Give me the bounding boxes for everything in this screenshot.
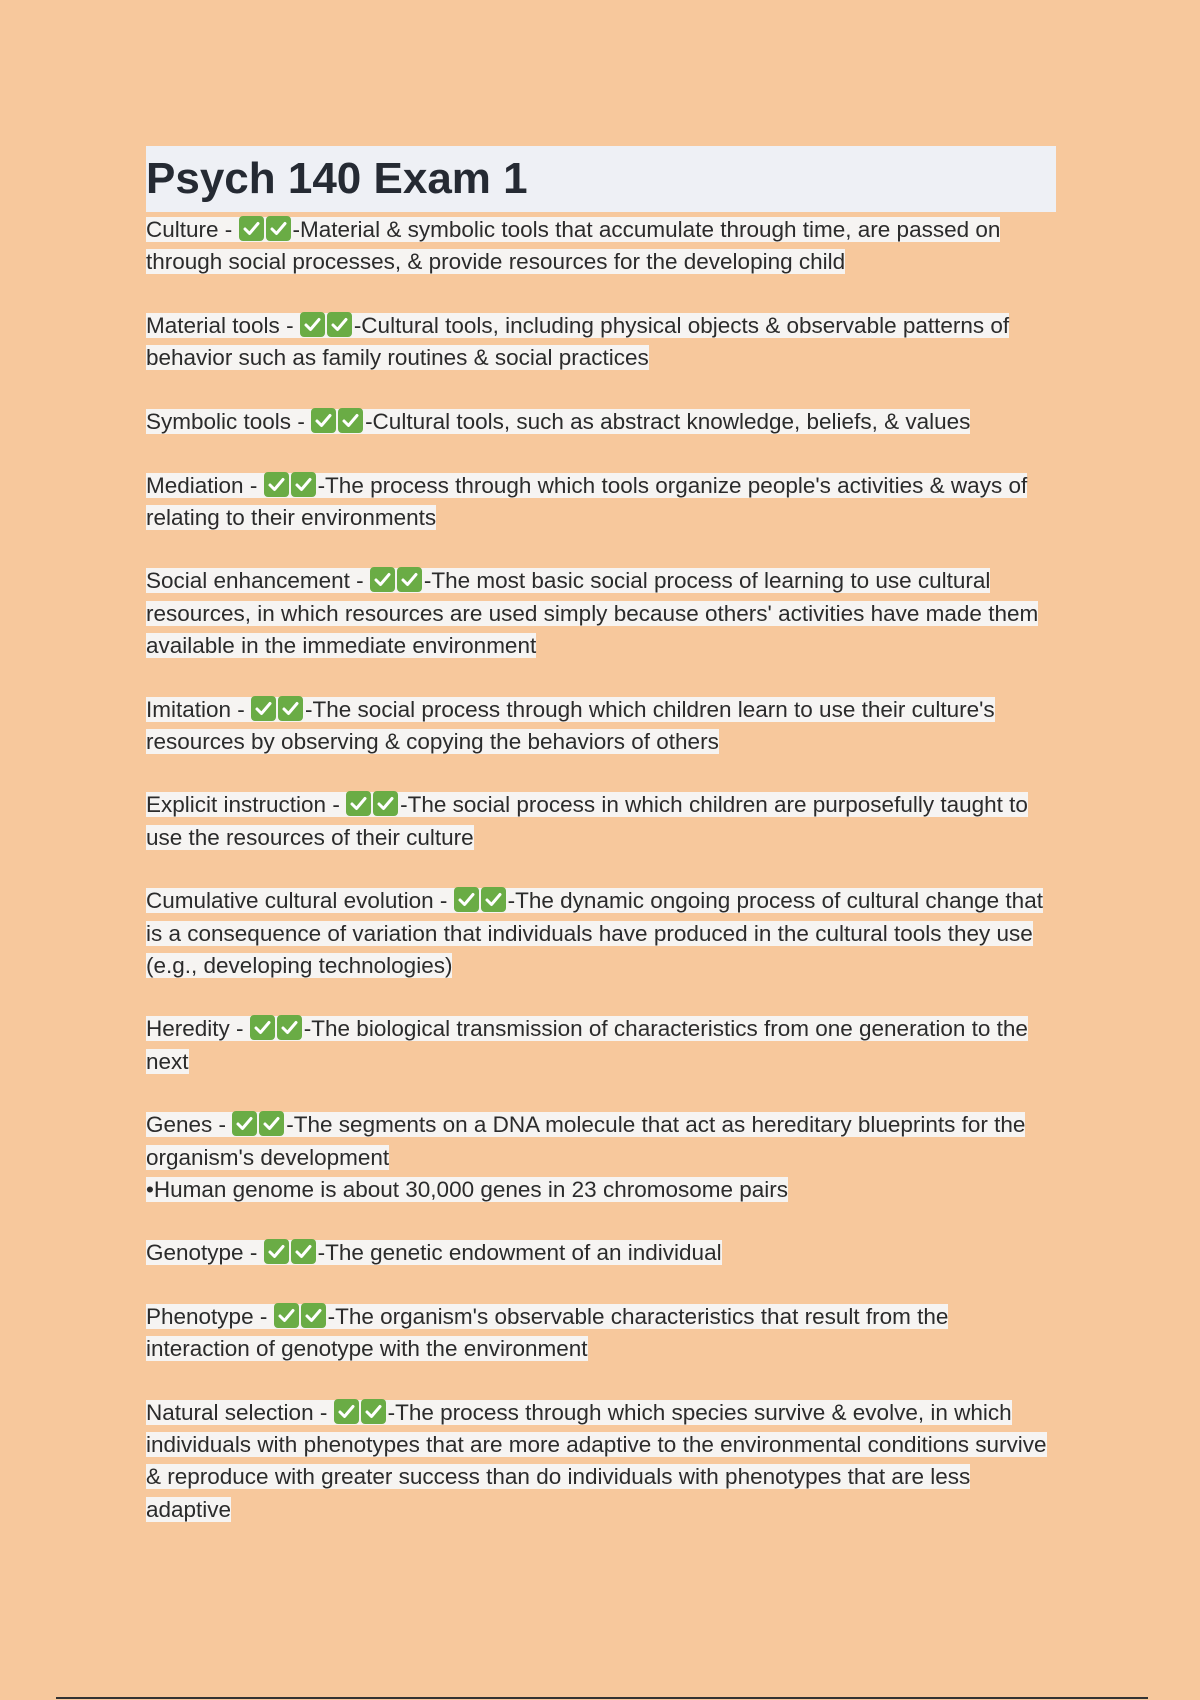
entry-term: Culture (146, 217, 219, 242)
glossary-entry: Social enhancement - -The most basic social process of learning to use cultural resources, in which resources are used simply because others' activities have made them available in the immediate environment (146, 568, 1039, 658)
glossary-entry: Genes - -The segments on a DNA molecule that act as hereditary blueprints for the organism's development •Human genome is about 30,000 genes in 23 chromosome pairs (146, 1112, 1026, 1202)
glossary-entry: Phenotype - -The organism's observable characteristics that result from the interaction of genotype with the environment (146, 1304, 949, 1362)
entry-term: Symbolic tools (146, 408, 292, 434)
check-icons (346, 792, 400, 817)
glossary-entry: Symbolic tools - -Cultural tools, such as abstract knowledge, beliefs, & values (146, 408, 971, 434)
entry-definition: -The biological transmission of characteristics from one generation to the next (146, 1016, 1028, 1074)
glossary-entry: Material tools - -Cultural tools, including physical objects & observable patterns of behavior such as family routines & social practices (146, 312, 1010, 371)
check-mark-icon (327, 312, 352, 337)
check-mark-icon (373, 791, 398, 816)
entry-term: Phenotype (146, 1304, 254, 1330)
check-mark-icon (266, 216, 291, 241)
glossary-entry: Cumulative cultural evolution - -The dynamic ongoing process of cultural change that is a consequence of variation that individuals have produced in the cultural tools they use (e.g., developing technologies) (146, 888, 1043, 978)
entry-definition: -Cultural tools, including physical objects & observable patterns of behavior such as family routines & social practices (146, 312, 1010, 371)
check-icons (264, 473, 318, 498)
check-mark-icon (338, 408, 363, 433)
check-icons (251, 697, 305, 722)
check-mark-icon (301, 1303, 326, 1328)
check-icons (300, 313, 354, 338)
check-mark-icon (370, 567, 395, 592)
check-mark-icon (232, 1111, 257, 1136)
document-page (146, 146, 1056, 1557)
check-icons (239, 217, 293, 242)
check-icons (370, 568, 424, 593)
check-mark-icon (346, 791, 371, 816)
entry-definition: -The genetic endowment of an individual (317, 1240, 722, 1266)
check-mark-icon (250, 1015, 275, 1040)
check-mark-icon (274, 1303, 299, 1328)
check-icons (334, 1400, 388, 1425)
glossary-entry: Mediation - -The process through which tools organize people's activities & ways of relating to their environments (146, 472, 1028, 530)
check-mark-icon (361, 1399, 386, 1424)
check-mark-icon (481, 887, 506, 912)
entry-term: Genes (146, 1112, 213, 1138)
entry-term: Material tools (146, 312, 280, 338)
check-mark-icon (291, 1239, 316, 1264)
page-title: Psych 140 Exam 1 (146, 146, 1056, 212)
entry-term: Mediation (146, 472, 244, 498)
check-icons (264, 1240, 318, 1265)
check-mark-icon (278, 696, 303, 721)
entry-definition: -Material & symbolic tools that accumulate through time, are passed on through social processes, & provide resources for the developing child (146, 217, 1001, 275)
entry-note: •Human genome is about 30,000 genes in 23 chromosome pairs (146, 1176, 789, 1202)
check-mark-icon (397, 567, 422, 592)
glossary-entry: Genotype - -The genetic endowment of an individual (146, 1240, 722, 1266)
glossary-entry: Explicit instruction - -The social process in which children are purposefully taught to use the resources of their culture (146, 792, 1028, 850)
check-icons (232, 1112, 286, 1137)
entry-definition: -The social process in which children are purposefully taught to use the resources of their culture (146, 792, 1028, 850)
footer-rule (56, 1697, 1148, 1699)
glossary-entry: Heredity - -The biological transmission of characteristics from one generation to the next (146, 1016, 1028, 1074)
entry-definition: -The process through which species survive & evolve, in which individuals with phenotypes that are more adaptive to the environmental conditions survive & reproduce with greater success than do individuals with phenotypes that are less adaptive (146, 1400, 1047, 1522)
entry-term: Social enhancement (146, 568, 350, 594)
check-icons (274, 1304, 328, 1329)
check-icons (250, 1016, 304, 1041)
entry-definition: -Cultural tools, such as abstract knowledge, beliefs, & values (365, 408, 971, 434)
check-mark-icon (291, 472, 316, 497)
entry-definition: -The segments on a DNA molecule that act as hereditary blueprints for the organism's development (146, 1112, 1026, 1170)
check-mark-icon (259, 1111, 284, 1136)
check-mark-icon (311, 408, 336, 433)
entry-term: Heredity (146, 1016, 230, 1042)
check-mark-icon (251, 696, 276, 721)
check-mark-icon (454, 887, 479, 912)
check-mark-icon (300, 312, 325, 337)
entry-term: Explicit instruction (146, 792, 327, 818)
check-icons (311, 409, 365, 434)
entry-term: Imitation (146, 696, 232, 722)
check-mark-icon (334, 1399, 359, 1424)
entry-definition: -The organism's observable characteristics that result from the interaction of genotype with the environment (146, 1304, 949, 1362)
glossary-entry: Culture - -Material & symbolic tools that accumulate through time, are passed on through social processes, & provide resources for the developing child (146, 217, 1001, 275)
entry-term: Natural selection (146, 1400, 314, 1426)
entry-definition: -The most basic social process of learning to use cultural resources, in which resources are used simply because others' activities have made them available in the immediate environment (146, 568, 1039, 658)
entry-definition: -The social process through which children learn to use their culture's resources by observing & copying the behaviors of others (146, 696, 995, 754)
glossary-list (146, 214, 1056, 1526)
glossary-entry: Natural selection - -The process through which species survive & evolve, in which individuals with phenotypes that are more adaptive to the environmental conditions survive & reproduce with greater success than do individuals with phenotypes that are less adaptive (146, 1400, 1047, 1522)
check-icons (454, 888, 508, 913)
entry-definition: -The dynamic ongoing process of cultural change that is a consequence of variation that individuals have produced in the cultural tools they use (e.g., developing technologies) (146, 888, 1043, 978)
check-mark-icon (264, 472, 289, 497)
glossary-entry: Imitation - -The social process through which children learn to use their culture's resources by observing & copying the behaviors of others (146, 696, 995, 754)
entry-term: Cumulative cultural evolution (146, 888, 434, 914)
check-mark-icon (239, 216, 264, 241)
entry-term: Genotype (146, 1240, 244, 1266)
check-mark-icon (277, 1015, 302, 1040)
entry-definition: -The process through which tools organize people's activities & ways of relating to their environments (146, 472, 1028, 530)
check-mark-icon (264, 1239, 289, 1264)
